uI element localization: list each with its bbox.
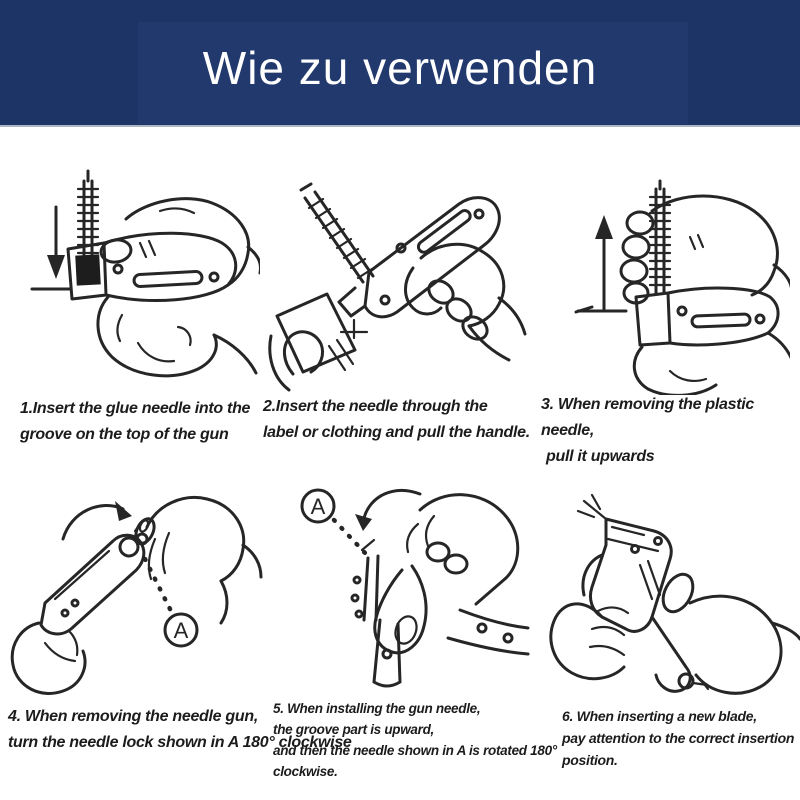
tag-gun-insert-needle-illustration bbox=[10, 145, 260, 395]
tag-gun-remove-plastic-needle-illustration bbox=[540, 145, 790, 395]
step-2-figure bbox=[263, 140, 533, 395]
step-6-caption: 6. When inserting a new blade, pay attention to the correct insertion position. bbox=[562, 708, 795, 768]
tag-gun-install-needle-illustration bbox=[260, 468, 535, 703]
step-3-caption: 3. When removing the plastic needle, pull it upwards bbox=[541, 396, 754, 465]
step-1-figure bbox=[10, 145, 260, 395]
tag-gun-rotate-needle-lock-illustration bbox=[5, 475, 265, 705]
page-title: Wie zu verwenden bbox=[202, 41, 598, 94]
step-4-figure bbox=[5, 475, 265, 705]
step-1-caption: 1.Insert the glue needle into the groove on the top of the gun bbox=[20, 400, 251, 443]
step-5-caption: 5. When installing the gun needle, the groove part is upward, and then the needle shown in A is rotated 180° clockwise. bbox=[273, 701, 557, 779]
step-3-figure bbox=[540, 145, 790, 395]
header-banner bbox=[0, 0, 800, 127]
step-6-figure bbox=[540, 475, 800, 705]
label-a: A bbox=[310, 494, 326, 519]
tag-gun-through-label-illustration bbox=[263, 140, 533, 395]
step-4-caption: 4. When removing the needle gun, turn the needle lock shown in A 180° clockwise bbox=[8, 708, 352, 751]
step-5-figure bbox=[260, 468, 535, 703]
step-2-caption: 2.Insert the needle through the label or clothing and pull the handle. bbox=[263, 398, 530, 441]
label-a: A bbox=[173, 618, 189, 643]
tag-gun-insert-blade-illustration bbox=[540, 475, 800, 705]
